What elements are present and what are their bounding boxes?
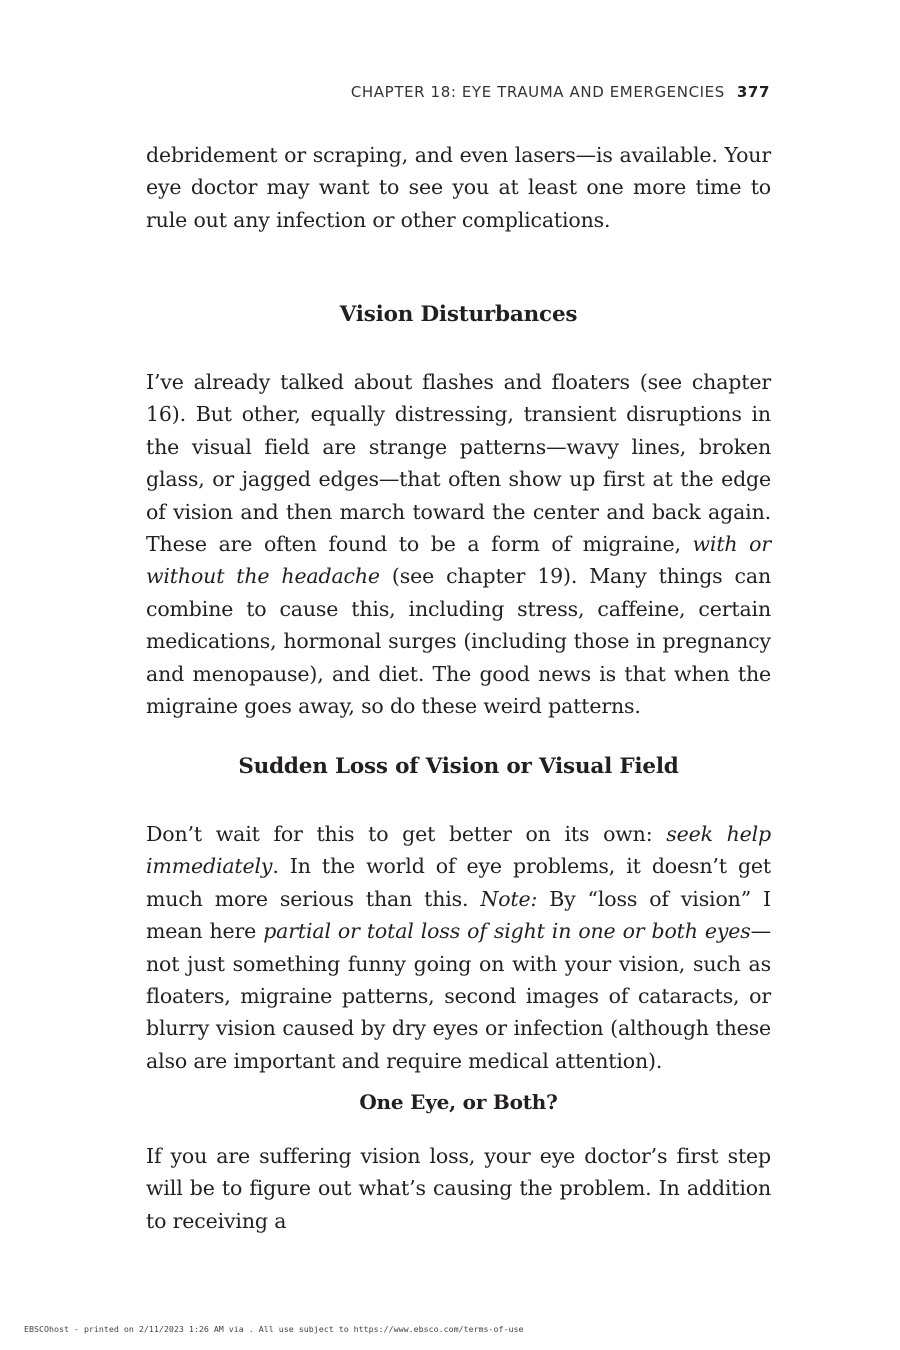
text-run: By “loss of vision” I mean here <box>146 886 771 944</box>
one-eye-text: If you are suffering vision loss, your eye doctor’s first step will be to figure out what’s causing the problem. In addition to receiving a <box>146 1144 771 1233</box>
emphasis-text: seek help immediately <box>146 822 772 879</box>
subsection-heading-one-eye: One Eye, or Both? <box>359 1090 558 1114</box>
note-label: Note: <box>480 886 538 911</box>
section-heading-vision-disturbances: Vision Disturbances <box>339 302 578 327</box>
one-eye-paragraph <box>146 1140 771 1237</box>
section-heading-sudden-loss: Sudden Loss of Vision or Visual Field <box>238 754 679 779</box>
page-number: 377 <box>736 83 770 101</box>
running-head <box>351 83 770 101</box>
sudden-loss-paragraph <box>146 818 771 1077</box>
intro-paragraph <box>146 139 771 236</box>
intro-text: debridement or scraping, and even lasers—is available. Your eye doctor may want to see you at least one more time to rule out any infection or other complications. <box>146 143 771 232</box>
text-run: Don’t wait for this to get better on its own: <box>146 822 667 846</box>
text-run: . In the world of eye problems, it doesn’t get much more serious than this. <box>146 854 771 911</box>
vision-disturbances-paragraph <box>146 366 771 722</box>
print-footer: EBSCOhost - printed on 2/11/2023 1:26 AM via . All use subject to https://www.ebsco.com/terms-of-use <box>24 1324 524 1334</box>
text-run: I’ve already talked about flashes and floaters (see chapter 16). But other, equally distressing, transient disruptions in the visual field are strange patterns—wavy lines, broken glass, or jagged edges—that often show up first at the edge of vision and then march toward the center and back again. These are often found to be a form of migraine, <box>146 370 771 557</box>
emphasis-text: with or without the headache <box>146 532 771 589</box>
emphasis-text: partial or total loss of sight in one or both eyes <box>263 919 751 944</box>
chapter-title: CHAPTER 18: EYE TRAUMA AND EMERGENCIES <box>350 83 725 101</box>
text-run: —not just something funny going on with your vision, such as floaters, migraine patterns, second images of cataracts, or blurry vision caused by dry eyes or infection (although these also are important and require medical attention). <box>146 919 772 1073</box>
text-run: (see chapter 19). Many things can combine to cause this, including stress, caffeine, certain medications, hormonal surges (including those in pregnancy and menopause), and diet. The good news is that when the migraine goes away, so do these weird patterns. <box>146 564 771 719</box>
